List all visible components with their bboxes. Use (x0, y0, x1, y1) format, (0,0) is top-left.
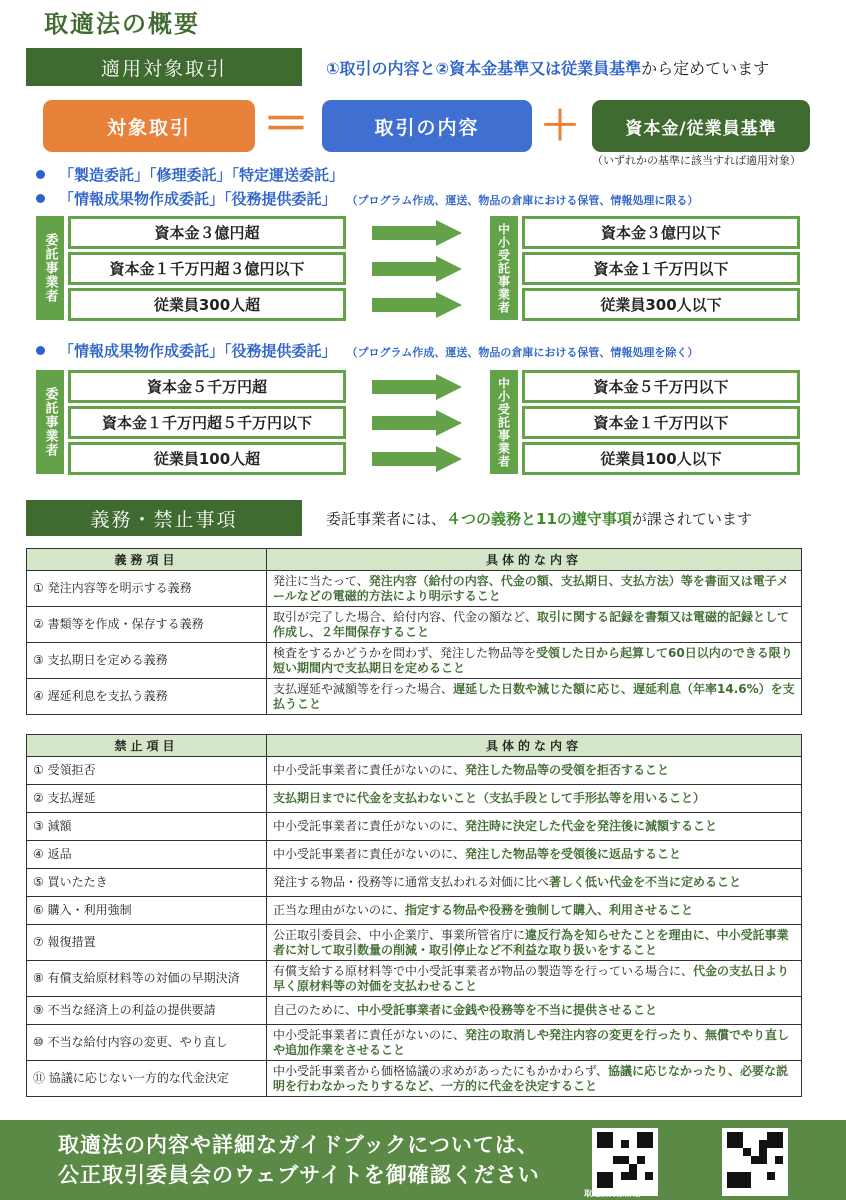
bullet-dot-icon (36, 170, 45, 179)
prohibition-row-content (267, 757, 802, 785)
prohibition-row (27, 757, 802, 785)
coverage-intro-highlight: ①取引の内容と②資本金基準又は従業員基準 (326, 59, 642, 78)
content-highlight: 協議に応じなかったり、必要な説明を行わなかったりするなど、一方的に代金を決定すること (273, 1063, 788, 1093)
duty-row-content (267, 571, 802, 607)
group1-left-row-3: 従業員300人超 (68, 288, 346, 321)
duty-row-content (267, 679, 802, 715)
content-highlight: 発注した物品等を受領後に返品すること (465, 847, 682, 861)
bullet-info-service-limited: 「情報成果物作成委託」「役務提供委託」 （プログラム作成、運送、物品の倉庫における保管、情報処理に限る） (36, 188, 698, 209)
prohibition-row-item: ⑥ 購入・利用強制 (27, 897, 267, 925)
prohibition-row-item: ② 支払遅延 (27, 785, 267, 813)
content-text: 中小受託事業者に責任がないのに、 (273, 819, 466, 833)
duty-row (27, 571, 802, 607)
prohibition-row-item: ⑧ 有償支給原材料等の対価の早期決済 (27, 961, 267, 997)
content-text: 自己のために、 (273, 1003, 358, 1017)
right-arrow-icon (372, 410, 462, 436)
group2-right-row-2: 資本金１千万円以下 (522, 406, 800, 439)
group1-right-row-3: 従業員300人以下 (522, 288, 800, 321)
prohib-col-content-header: 具体的な内容 (267, 735, 802, 757)
group2-right-row-1: 資本金５千万円以下 (522, 370, 800, 403)
prohibition-row-content (267, 1061, 802, 1097)
group2-left-row-1: 資本金５千万円超 (68, 370, 346, 403)
group2-right-row-3: 従業員100人以下 (522, 442, 800, 475)
content-text: 中小受託事業者に責任がないのに、 (273, 763, 466, 777)
prohibition-row-content (267, 869, 802, 897)
bullet-dot-icon (36, 194, 45, 203)
prohibition-row (27, 785, 802, 813)
bullet-info-service-excluded: 「情報成果物作成委託」「役務提供委託」 （プログラム作成、運送、物品の倉庫における保管、情報処理を除く） (36, 340, 698, 361)
prohibition-row-content (267, 1025, 802, 1061)
footer-banner (0, 1120, 846, 1200)
prohibition-row (27, 1061, 802, 1097)
prohibition-row-item: ③ 減額 (27, 813, 267, 841)
qr-code-icon[interactable] (722, 1128, 788, 1196)
content-text: 支払遅延や減額等を行った場合、 (273, 681, 454, 696)
group1-left-row-1: 資本金３億円超 (68, 216, 346, 249)
content-text: 発注に当たって、 (273, 573, 369, 588)
section-header-coverage: 適用対象取引 (26, 48, 302, 86)
group2-left-row-3: 従業員100人超 (68, 442, 346, 475)
prohibition-row (27, 961, 802, 997)
prohibition-row-content (267, 961, 802, 997)
prohibition-row-content (267, 813, 802, 841)
content-highlight: 指定する物品や役務を強制して購入、利用させること (405, 903, 694, 917)
footer-line-2: 公正取引委員会のウェブサイトを御確認ください (58, 1163, 540, 1187)
content-text: 発注する物品・役務等に通常支払われる対価に比べ (273, 875, 550, 889)
section-header-obligations: 義務・禁止事項 (26, 500, 302, 536)
prohibition-row (27, 841, 802, 869)
contractor-label: 委託事業者 (36, 370, 64, 474)
prohibition-row-content (267, 785, 802, 813)
content-highlight: 発注した物品等の受領を拒否すること (465, 763, 670, 777)
bullet-dot-icon (36, 346, 45, 355)
capital-employee-box: 資本金/従業員基準 (592, 100, 810, 152)
prohibition-row (27, 925, 802, 961)
subcontractor-label: 中小受託事業者 (490, 370, 518, 474)
group2-left-row-2: 資本金１千万円超５千万円以下 (68, 406, 346, 439)
content-text: 中小受託事業者に責任がないのに、 (273, 847, 466, 861)
right-arrow-icon (372, 256, 462, 282)
duty-row (27, 607, 802, 643)
prohibition-row-item: ⑨ 不当な経済上の利益の提供要請 (27, 997, 267, 1025)
content-highlight: 発注の取消しや発注内容の変更を行ったり、無償でやり直しや追加作業をさせること (273, 1027, 790, 1057)
content-text: 公正取引委員会、中小企業庁、事業所管省庁に (273, 927, 526, 942)
content-text: 有償支給する原材料等で中小受託事業者が物品の製造等を行っている場合に、 (273, 963, 694, 978)
prohibition-row-content (267, 925, 802, 961)
equals-sign: ＝ (262, 96, 311, 152)
transaction-content-box: 取引の内容 (322, 100, 532, 152)
obligations-intro: 委託事業者には、４つの義務と11の遵守事項が課されています (326, 510, 752, 528)
footer-line-1: 取適法の内容や詳細なガイドブックについては、 (58, 1133, 539, 1157)
prohibition-row-content (267, 841, 802, 869)
duty-row-item: ③ 支払期日を定める義務 (27, 643, 267, 679)
prohibition-row (27, 997, 802, 1025)
content-highlight: 支払期日までに代金を支払わないこと（支払手段として手形払等を用いること） (273, 791, 706, 805)
content-text: 中小受託事業者に責任がないのに、 (273, 1027, 466, 1042)
duty-col-content-header: 具体的な内容 (267, 549, 802, 571)
plus-sign: ＋ (540, 103, 580, 149)
bullet-manufacturing: 「製造委託」「修理委託」「特定運送委託」 (36, 164, 344, 185)
right-arrow-icon (372, 374, 462, 400)
duty-row-content (267, 643, 802, 679)
group1-right-row-2: 資本金１千万円以下 (522, 252, 800, 285)
duty-row-content (267, 607, 802, 643)
qr-code-icon[interactable] (592, 1128, 658, 1196)
contractor-label: 委託事業者 (36, 216, 64, 320)
content-text: 検査をするかどうかを問わず、発注した物品等を (273, 645, 537, 660)
content-highlight: 取引に関する記録を書類又は電磁的記録として作成し、２年間保存すること (273, 609, 790, 639)
duty-row-item: ① 発注内容等を明示する義務 (27, 571, 267, 607)
prohibition-row (27, 813, 802, 841)
prohib-col-item-header: 禁止項目 (27, 735, 267, 757)
duty-col-item-header: 義務項目 (27, 549, 267, 571)
content-highlight: 中小受託事業者に金銭や役務等を不当に提供させること (357, 1003, 658, 1017)
content-text: 中小受託事業者から価格協議の求めがあったにもかかわらず、 (273, 1063, 608, 1078)
content-highlight: 代金の支払日より早く原材料等の対価を支払わせること (273, 963, 790, 993)
prohibition-row-item: ① 受領拒否 (27, 757, 267, 785)
coverage-intro (326, 56, 769, 79)
prohibition-row-item: ④ 返品 (27, 841, 267, 869)
duty-row (27, 679, 802, 715)
footer-text (58, 1130, 540, 1190)
prohibition-row-item: ⑤ 買いたたき (27, 869, 267, 897)
content-highlight: 遅延した日数や減じた額に応じ、遅延利息（年率14.6%）を支払うこと (273, 681, 795, 711)
right-arrow-icon (372, 220, 462, 246)
prohibition-row-item: ⑩ 不当な給付内容の変更、やり直し (27, 1025, 267, 1061)
content-highlight: 発注時に決定した代金を発注後に減額すること (465, 819, 718, 833)
content-highlight: 受領した日から起算して60日以内のできる限り短い期間内で支払期日を定めること (273, 645, 793, 675)
page-title: 取適法の概要 (44, 10, 200, 38)
duty-row (27, 643, 802, 679)
content-highlight: 発注内容（給付の内容、代金の額、支払期日、支払方法）等を書面又は電子メールなどの電磁的方法により明示すること (273, 573, 789, 603)
prohibition-row (27, 1025, 802, 1061)
group1-right-row-1: 資本金３億円以下 (522, 216, 800, 249)
right-arrow-icon (372, 446, 462, 472)
prohibition-row-content (267, 997, 802, 1025)
prohibition-row-item: ⑪ 協議に応じない一方的な代金決定 (27, 1061, 267, 1097)
prohibition-row-item: ⑦ 報復措置 (27, 925, 267, 961)
prohibition-row (27, 897, 802, 925)
right-arrow-icon (372, 292, 462, 318)
prohibition-table (26, 734, 802, 1097)
qr-caption: 取適法関係情報 (584, 1189, 640, 1198)
content-text: 正当な理由がないのに、 (273, 903, 406, 917)
group1-left-row-2: 資本金１千万円超３億円以下 (68, 252, 346, 285)
coverage-intro-rest: から定めています (641, 59, 770, 78)
duty-row-item: ② 書類等を作成・保存する義務 (27, 607, 267, 643)
target-transaction-box: 対象取引 (43, 100, 255, 152)
content-highlight: 違反行為を知らせたことを理由に、中小受託事業者に対して取引数量の削減・取引停止など不利益な取り扱いをすること (273, 927, 789, 957)
content-highlight: 著しく低い代金を不当に定めること (549, 875, 742, 889)
prohibition-row-content (267, 897, 802, 925)
duty-row-item: ④ 遅延利息を支払う義務 (27, 679, 267, 715)
duty-table (26, 548, 802, 715)
subcontractor-label: 中小受託事業者 (490, 216, 518, 320)
content-text: 取引が完了した場合、給付内容、代金の額など、 (273, 609, 538, 624)
criteria-note: （いずれかの基準に該当すれば適用対象） (592, 154, 801, 167)
prohibition-row (27, 869, 802, 897)
